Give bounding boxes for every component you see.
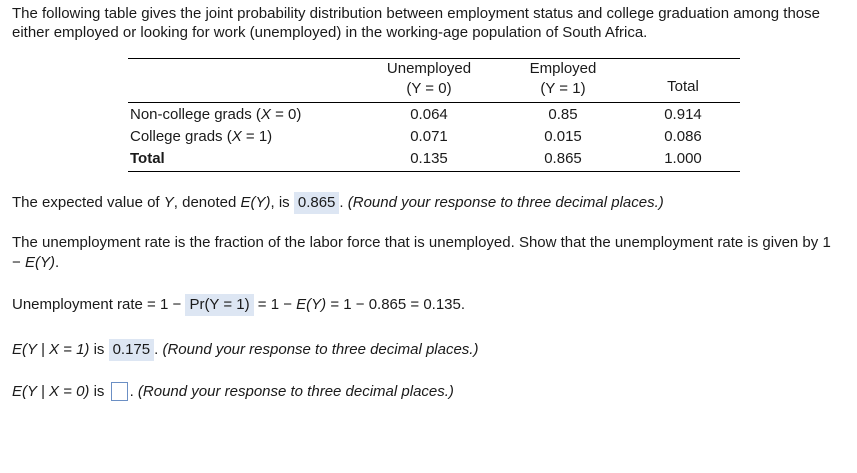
rounding-note: (Round your response to three decimal places.) bbox=[162, 341, 479, 358]
row-label-text: = 1) bbox=[241, 128, 273, 145]
row-label-var: X bbox=[231, 128, 242, 145]
row-label-text: College grads ( bbox=[130, 128, 232, 145]
header-unemployed-title: Unemployed bbox=[386, 60, 472, 77]
q1-text: , denoted bbox=[173, 194, 241, 211]
row-label-text: Non-college grads ( bbox=[130, 106, 261, 123]
cell-non-college-unemployed: 0.064 bbox=[410, 106, 448, 123]
answer-input-conditional-x0[interactable] bbox=[111, 382, 128, 401]
q1-text: The expected value of bbox=[12, 194, 164, 211]
cell-college-unemployed: 0.071 bbox=[410, 128, 448, 145]
q3-text: = 1 − bbox=[257, 296, 297, 313]
table-header-rule bbox=[128, 102, 740, 103]
row-label-non-college bbox=[130, 105, 301, 125]
row-label-var: X bbox=[260, 106, 271, 123]
q4-expr: E(Y | X = 1) bbox=[12, 341, 90, 358]
answer-unemployment-rate[interactable]: Pr(Y = 1) bbox=[185, 294, 253, 316]
joint-probability-table bbox=[128, 58, 740, 172]
header-unemployed-var: (Y = 0) bbox=[406, 80, 452, 97]
intro-paragraph: The following table gives the joint probability distribution between employment status and college graduation among those either employed or looking for work (unemployed) in the working-age population of South Africa. bbox=[12, 5, 820, 41]
header-total: Total bbox=[667, 78, 699, 95]
q2-text: The unemployment rate is the fraction of the labor force that is unemployed. Show that the unemployment rate is given by 1 − bbox=[12, 234, 831, 271]
rounding-note: (Round your response to three decimal places.) bbox=[347, 194, 664, 211]
q1-text: , is bbox=[270, 194, 290, 211]
cell-college-employed: 0.015 bbox=[544, 128, 582, 145]
rounding-note: (Round your response to three decimal places.) bbox=[137, 383, 454, 400]
row-label-text: = 0) bbox=[270, 106, 302, 123]
header-employed-var: (Y = 1) bbox=[540, 80, 586, 97]
header-employed bbox=[513, 59, 613, 99]
table-bottom-rule bbox=[128, 171, 740, 172]
answer-expected-value[interactable]: 0.865 bbox=[294, 192, 340, 214]
row-label-college bbox=[130, 127, 272, 147]
cell-non-college-employed: 0.85 bbox=[548, 106, 578, 123]
cell-total-unemployed: 0.135 bbox=[410, 150, 448, 167]
cell-total-employed: 0.865 bbox=[544, 150, 582, 167]
answer-conditional-x1[interactable]: 0.175 bbox=[109, 339, 155, 361]
header-unemployed bbox=[379, 59, 479, 99]
question-expected-value: The expected value of Y, denoted E(Y), is 0.865 . (Round your response to three decimal places.) bbox=[12, 192, 664, 214]
q1-var: Y bbox=[163, 194, 174, 211]
row-label-total: Total bbox=[130, 150, 165, 167]
q3-text: = 1 − 0.865 = 0.135. bbox=[326, 296, 466, 313]
question-conditional-x1: E(Y | X = 1) is 0.175 . (Round your response to three decimal places.) bbox=[12, 339, 478, 361]
cell-college-total: 0.086 bbox=[664, 128, 702, 145]
q2-expr: E(Y) bbox=[24, 254, 55, 271]
cell-total-total: 1.000 bbox=[664, 150, 702, 167]
unemployment-rate-derivation bbox=[12, 294, 465, 316]
q1-expr: E(Y) bbox=[240, 194, 271, 211]
header-employed-title: Employed bbox=[529, 60, 597, 77]
q4-text: is bbox=[89, 341, 105, 358]
q5-expr: E(Y | X = 0) bbox=[12, 383, 90, 400]
q2-text: . bbox=[54, 254, 60, 271]
q3-label: Unemployment rate = 1 − bbox=[12, 296, 186, 313]
question-conditional-x0: E(Y | X = 0) is . (Round your response to three decimal places.) bbox=[12, 383, 454, 400]
cell-non-college-total: 0.914 bbox=[664, 106, 702, 123]
q3-expr: E(Y) bbox=[296, 296, 327, 313]
question-unemployment-rate bbox=[12, 233, 842, 273]
q5-text: is bbox=[89, 383, 105, 400]
